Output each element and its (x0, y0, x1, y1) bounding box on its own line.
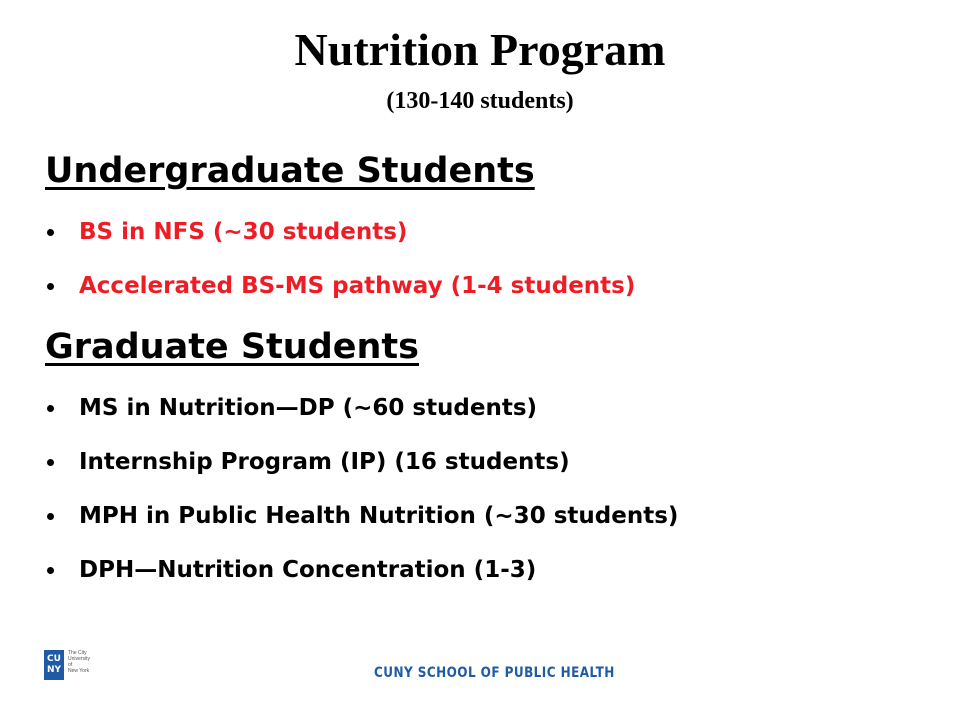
list-item (45, 272, 925, 300)
list-item-label: BS in NFS (~30 students) (79, 219, 408, 245)
cuny-logo-text (68, 650, 90, 674)
list-item (45, 218, 925, 246)
cuny-logo-mark (44, 650, 64, 680)
list-item-label: MS in Nutrition—DP (~60 students) (79, 395, 538, 421)
cuny-logo-text-line: University (68, 656, 90, 662)
graduate-heading: Graduate Students (45, 327, 419, 367)
school-name: CUNY SCHOOL OF PUBLIC HEALTH (374, 665, 615, 681)
cuny-logo-text-line: The City (68, 650, 87, 656)
cuny-logo (44, 650, 90, 680)
list-item (45, 556, 925, 584)
undergraduate-heading: Undergraduate Students (45, 151, 535, 191)
slide-content (45, 150, 925, 584)
slide-subtitle: (130-140 students) (386, 88, 574, 114)
graduate-list (45, 394, 925, 584)
bullet-icon (47, 405, 54, 412)
list-item-label: DPH—Nutrition Concentration (1-3) (79, 557, 537, 583)
undergraduate-list (45, 218, 925, 300)
list-item-label: Accelerated BS-MS pathway (1-4 students) (79, 273, 636, 299)
list-item (45, 448, 925, 476)
cuny-logo-text-line: of (68, 662, 73, 668)
cuny-logo-mark-top: CU (47, 654, 61, 664)
list-item (45, 394, 925, 422)
list-item-label: Internship Program (IP) (16 students) (79, 449, 570, 475)
bullet-icon (47, 229, 54, 236)
bullet-icon (47, 283, 54, 290)
cuny-logo-mark-bottom: NY (46, 665, 62, 675)
bullet-icon (47, 513, 54, 520)
bullet-icon (47, 567, 54, 574)
slide-title: Nutrition Program (294, 24, 666, 75)
list-item-label: MPH in Public Health Nutrition (~30 students) (79, 503, 679, 529)
cuny-logo-text-line: New York (68, 668, 90, 674)
bullet-icon (47, 459, 54, 466)
list-item (45, 502, 925, 530)
